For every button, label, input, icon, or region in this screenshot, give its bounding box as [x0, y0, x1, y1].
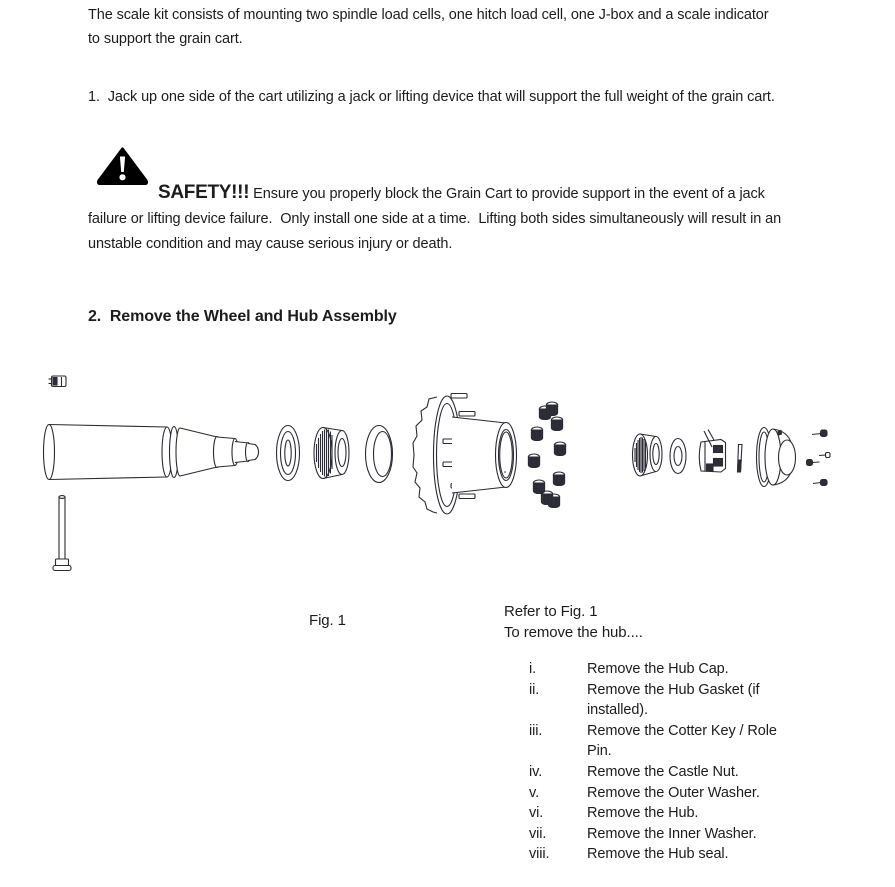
hub-removal-steps-list: [529, 659, 797, 865]
inner-bearing-icon: [314, 428, 349, 479]
step-numeral: i.: [529, 661, 537, 677]
list-item: [529, 803, 797, 824]
hub-cap-icon: [757, 428, 796, 487]
refer-line: Refer to Fig. 1: [504, 603, 598, 620]
step-text: Remove the Cotter Key / Role Pin.: [587, 722, 777, 760]
step-text: Remove the Outer Washer.: [587, 784, 760, 801]
intro-paragraph: The scale kit consists of mounting two spindle load cells, one hitch load cell, one J-box and a scale indicator to support the grain cart.: [88, 7, 773, 47]
step-numeral: v.: [529, 784, 540, 801]
step-text: Remove the Hub Cap.: [587, 661, 729, 677]
cotter-pin-icon: [738, 445, 743, 473]
step-numeral: iv.: [529, 763, 543, 780]
spindle-key-icon: [49, 376, 67, 387]
list-item: [529, 659, 797, 680]
step-text: Remove the Inner Washer.: [587, 825, 757, 842]
castle-nut-icon: [699, 430, 725, 473]
figure-caption: Fig. 1: [309, 612, 346, 629]
safety-label: SAFETY!!!: [158, 182, 250, 203]
bearing-race-icon: [366, 426, 393, 483]
step-numeral: iii.: [529, 722, 543, 739]
remove-hub-line: To remove the hub....: [504, 623, 643, 641]
step-text: Remove the Hub.: [587, 805, 699, 822]
safety-text: Ensure you properly block the Grain Cart to provide support in the event of a jack failure or lifting device failure. Only install one side at a time. Lifting both sides simultaneously will result in an unstable condition and may cause serious injury or death.: [88, 186, 786, 252]
spindle-bolt-icon: [53, 496, 71, 571]
step-numeral: ii.: [529, 681, 540, 698]
list-item: [529, 762, 797, 783]
step-numeral: vii.: [529, 825, 547, 842]
exploded-view-diagram: [0, 360, 895, 600]
outer-bearing-icon: [633, 434, 663, 476]
list-item: [529, 783, 797, 804]
hub-seal-icon: [277, 426, 300, 481]
list-item: [529, 680, 797, 721]
axle-spindle-icon: [44, 425, 259, 480]
step1-paragraph: 1. Jack up one side of the cart utilizing a jack or lifting device that will support the full weight of the grain cart.: [88, 89, 775, 105]
safety-paragraph: [88, 180, 798, 257]
list-item: [529, 824, 797, 845]
step2-heading: 2. Remove the Wheel and Hub Assembly: [88, 308, 397, 325]
lug-nuts-icon: [528, 402, 565, 508]
step-text: Remove the Hub Gasket (if installed).: [587, 681, 760, 719]
list-item: [529, 721, 797, 762]
hub-icon: [413, 394, 517, 515]
step-text: Remove the Castle Nut.: [587, 763, 739, 780]
scan-artifacts: [357, 586, 799, 589]
hub-cap-screws-icon: [807, 430, 831, 486]
step-numeral: viii.: [529, 846, 550, 863]
outer-washer-icon: [670, 439, 686, 474]
step-text: Remove the Hub seal.: [587, 846, 729, 863]
list-item: [529, 844, 797, 865]
step-numeral: vi.: [529, 805, 544, 822]
refer-block: [504, 602, 643, 643]
